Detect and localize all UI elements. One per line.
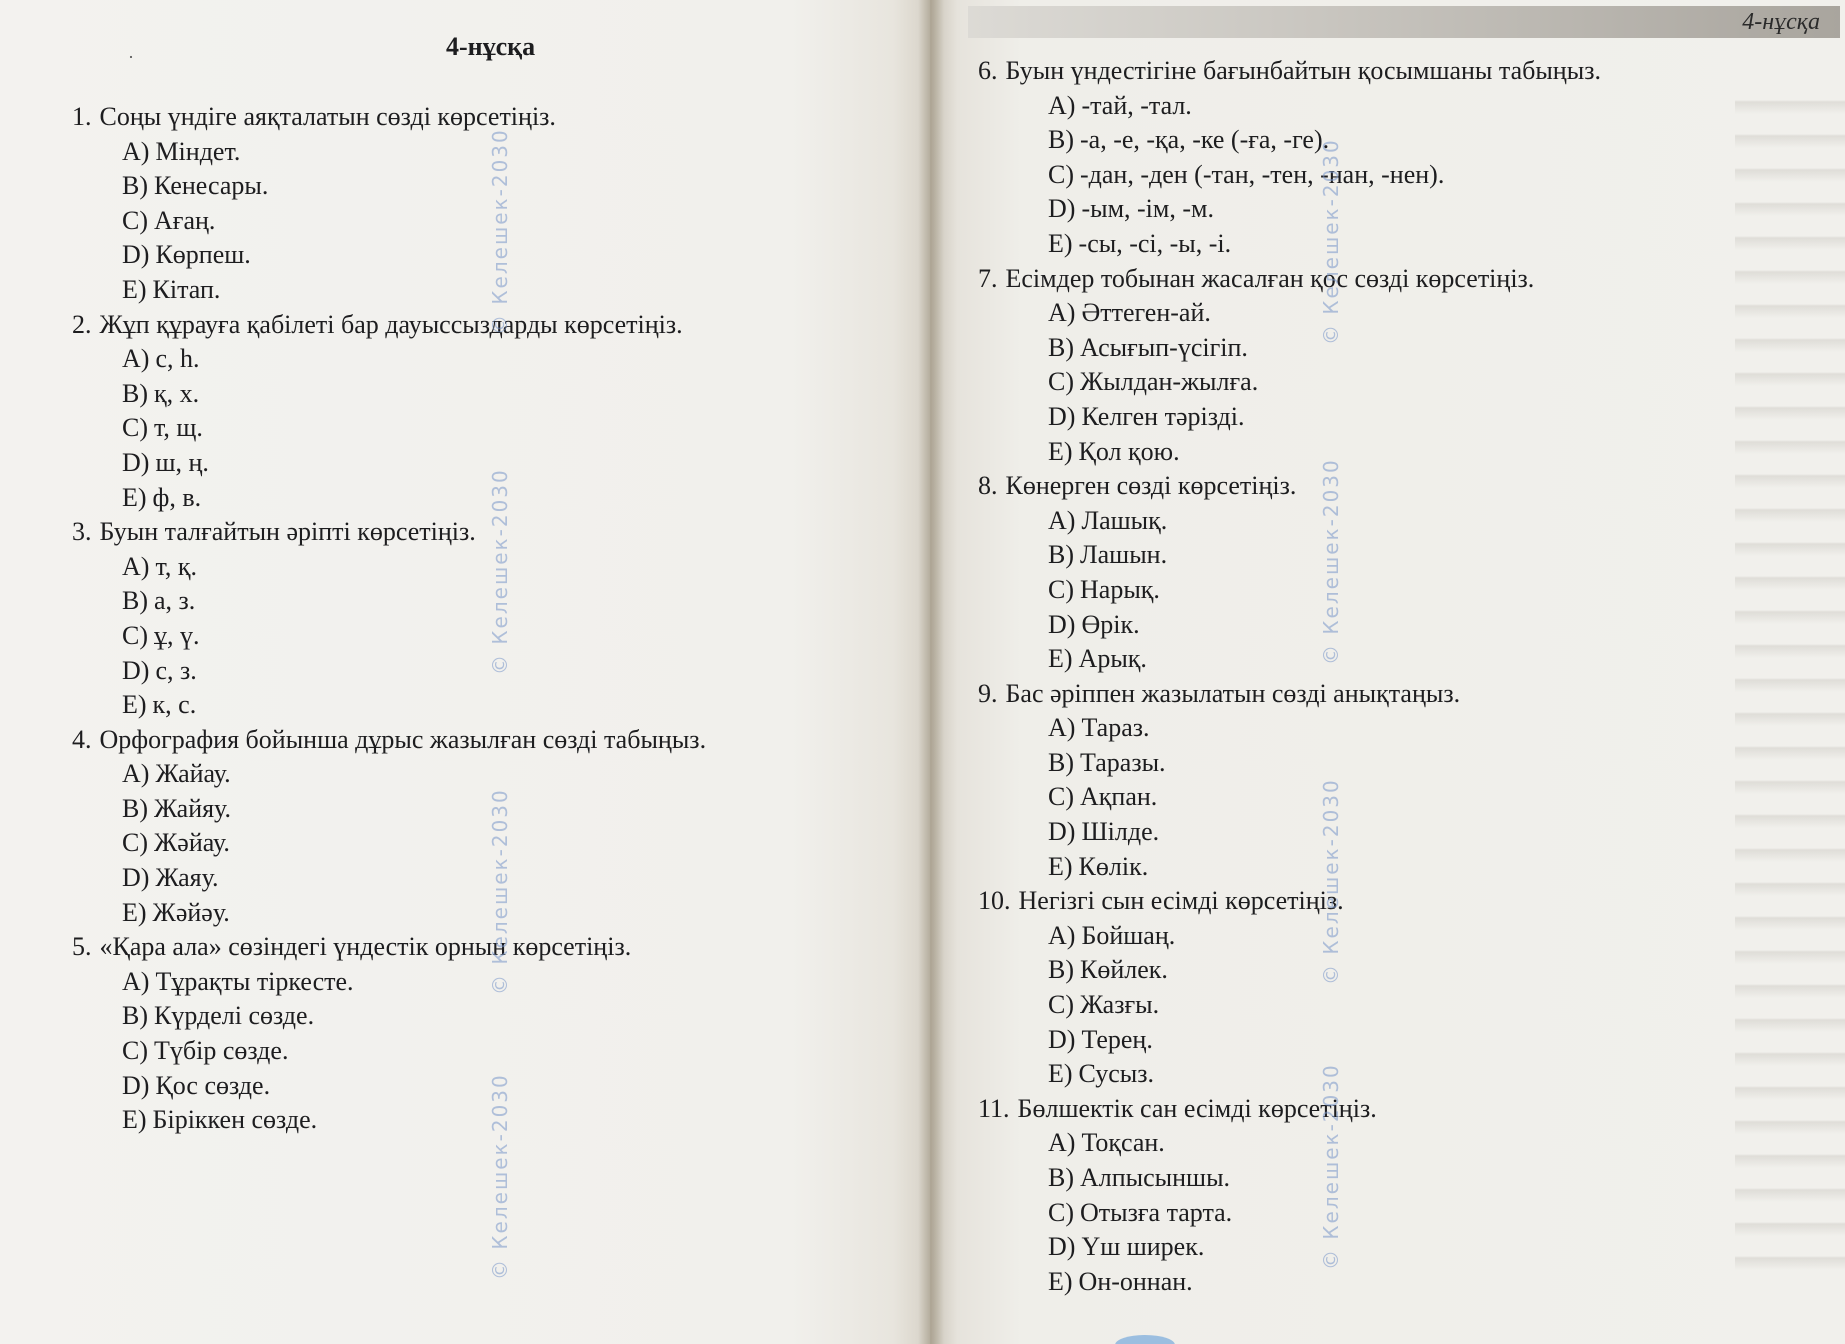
- answer-option: [122, 1103, 706, 1138]
- option-letter: A): [1048, 505, 1076, 535]
- option-text: -сы, -сі, -ы, -і.: [1078, 228, 1232, 258]
- question-block: [978, 1092, 1601, 1300]
- question-stem: [978, 677, 1601, 712]
- answer-option: [122, 238, 706, 273]
- option-letter: E): [1048, 644, 1073, 674]
- option-text: Кенесары.: [154, 171, 269, 201]
- question-text: Буын талғайтын әріпті көрсетіңіз.: [99, 517, 476, 547]
- option-letter: D): [1048, 1024, 1076, 1054]
- option-letter: D): [122, 447, 150, 477]
- answer-options: [72, 342, 706, 515]
- option-letter: A): [1048, 90, 1076, 120]
- option-letter: D): [1048, 194, 1076, 224]
- option-letter: A): [122, 966, 150, 996]
- option-letter: C): [122, 413, 148, 443]
- option-letter: C): [122, 1036, 148, 1066]
- question-block: [978, 677, 1601, 885]
- option-letter: B): [1048, 747, 1074, 777]
- option-letter: A): [1048, 713, 1076, 743]
- answer-option: [122, 826, 706, 861]
- question-block: [978, 54, 1601, 262]
- option-text: Жайау.: [155, 759, 231, 789]
- answer-option: [1048, 711, 1601, 746]
- option-letter: B): [122, 1001, 148, 1031]
- question-stem: [72, 723, 706, 758]
- watermark: © Келешек-2030: [488, 1073, 512, 1280]
- option-text: Жәйәу.: [152, 897, 230, 927]
- answer-option: [1048, 89, 1601, 124]
- answer-option: [122, 792, 706, 827]
- watermark: © Келешек-2030: [1319, 1063, 1343, 1270]
- option-text: Жазғы.: [1080, 990, 1160, 1020]
- running-header: [968, 6, 1840, 38]
- option-letter: C): [122, 205, 148, 235]
- answer-option: [122, 861, 706, 896]
- option-text: Әттеген-ай.: [1081, 298, 1211, 328]
- question-stem: [978, 54, 1601, 89]
- option-letter: E): [122, 1105, 147, 1135]
- answer-option: [1048, 365, 1601, 400]
- watermark: © Келешек-2030: [1319, 458, 1343, 665]
- answer-options: [978, 919, 1601, 1092]
- question-text: Орфография бойынша дұрыс жазылған сөзді табыңыз.: [99, 724, 707, 754]
- option-text: Лашық.: [1081, 505, 1168, 535]
- question-text: «Қара ала» сөзіндегі үндестік орнын көрсетіңіз.: [99, 932, 632, 962]
- book-gutter: [918, 0, 944, 1344]
- option-text: Көрпеш.: [155, 240, 251, 270]
- option-letter: B): [1048, 1163, 1074, 1192]
- question-text: Бөлшектік сан есімді көрсетіңіз.: [1017, 1093, 1377, 1123]
- answer-option: [1048, 988, 1601, 1023]
- option-text: Шілде.: [1081, 817, 1160, 847]
- answer-option: [122, 999, 706, 1034]
- answer-options: [72, 965, 706, 1138]
- option-letter: C): [1048, 990, 1074, 1020]
- option-letter: D): [1048, 1232, 1076, 1262]
- option-letter: B): [122, 793, 148, 823]
- option-letter: A): [122, 344, 150, 374]
- question-number: 2.: [72, 309, 92, 339]
- option-letter: E): [1048, 228, 1073, 258]
- question-number: 5.: [72, 932, 92, 962]
- option-letter: D): [1048, 817, 1076, 847]
- option-letter: E): [122, 482, 147, 512]
- question-block: [72, 930, 706, 1138]
- answer-option: [122, 446, 706, 481]
- question-block: [72, 100, 706, 308]
- option-letter: B): [122, 378, 148, 408]
- option-text: Көйлек.: [1080, 955, 1168, 985]
- question-number: 7.: [978, 263, 998, 293]
- right-question-list: [978, 54, 1601, 1299]
- question-text: Негізгі сын есімді көрсетіңіз.: [1018, 886, 1344, 916]
- question-block: [978, 884, 1601, 1092]
- option-text: Таразы.: [1080, 747, 1166, 777]
- question-text: Буын үндестігіне бағынбайтын қосымшаны табыңыз.: [1005, 56, 1601, 85]
- question-number: 8.: [978, 471, 998, 501]
- option-letter: D): [122, 1070, 150, 1100]
- option-text: Бойшаң.: [1081, 920, 1176, 950]
- answer-option: [122, 654, 706, 689]
- answer-options: [978, 296, 1601, 469]
- option-letter: D): [122, 240, 150, 270]
- answer-options: [978, 504, 1601, 677]
- stray-mark: ·: [128, 47, 134, 67]
- option-text: Міндет.: [155, 136, 241, 166]
- option-letter: E): [1048, 1266, 1073, 1296]
- question-number: 4.: [72, 724, 92, 754]
- option-text: ш, ң.: [155, 447, 209, 477]
- option-text: Алпысыншы.: [1080, 1163, 1231, 1192]
- option-text: Түбір сөзде.: [154, 1036, 289, 1066]
- question-block: [72, 308, 706, 516]
- answer-option: [122, 688, 706, 723]
- option-text: Он-оннан.: [1078, 1266, 1193, 1296]
- option-text: с, һ.: [155, 344, 200, 374]
- answer-options: [72, 135, 706, 308]
- option-letter: A): [122, 759, 150, 789]
- question-stem: [72, 100, 706, 135]
- option-letter: D): [122, 863, 150, 893]
- option-text: Тоқсан.: [1081, 1128, 1165, 1158]
- question-block: [978, 469, 1601, 677]
- option-text: Жылдан-жылға.: [1080, 367, 1259, 397]
- question-number: 1.: [72, 102, 92, 131]
- option-text: Біріккен сөзде.: [152, 1105, 318, 1135]
- left-question-list: [72, 100, 706, 1138]
- option-text: а, з.: [154, 586, 196, 616]
- option-text: Сусыз.: [1078, 1059, 1155, 1089]
- question-stem: [978, 262, 1601, 297]
- option-letter: D): [1048, 609, 1076, 639]
- answer-options: [72, 757, 706, 930]
- option-text: Отызға тарта.: [1080, 1197, 1233, 1227]
- option-letter: A): [122, 136, 150, 166]
- option-letter: C): [1048, 1197, 1074, 1227]
- option-text: Терең.: [1081, 1024, 1153, 1054]
- question-block: [978, 262, 1601, 470]
- question-stem: [72, 930, 706, 965]
- option-letter: E): [1048, 1059, 1073, 1089]
- watermark: © Келешек-2030: [488, 128, 512, 335]
- option-letter: A): [1048, 920, 1076, 950]
- question-text: Жұп құрауға қабілеті бар дауыссыздарды көрсетіңіз.: [99, 309, 683, 339]
- answer-option: [122, 377, 706, 412]
- answer-option: [122, 896, 706, 931]
- option-letter: E): [122, 274, 147, 304]
- question-stem: [978, 884, 1601, 919]
- question-text: Соңы үндіге аяқталатын сөзді көрсетіңіз.: [99, 102, 556, 131]
- option-text: Ағаң.: [154, 205, 216, 235]
- answer-options: [72, 550, 706, 723]
- option-text: Жайяу.: [154, 793, 231, 823]
- option-text: Жаяу.: [155, 863, 219, 893]
- option-letter: A): [122, 551, 150, 581]
- show-through-text: [1735, 80, 1845, 1280]
- option-letter: E): [122, 690, 147, 720]
- option-text: -ым, -ім, -м.: [1081, 194, 1214, 224]
- option-text: к, с.: [152, 690, 197, 720]
- question-stem: [978, 1092, 1601, 1127]
- option-letter: C): [122, 828, 148, 858]
- page-title: 4-нұсқа: [446, 32, 536, 61]
- option-letter: B): [122, 171, 148, 201]
- question-block: [72, 723, 706, 931]
- option-text: Кітап.: [152, 274, 221, 304]
- answer-option: [122, 1034, 706, 1069]
- option-letter: E): [1048, 851, 1073, 881]
- answer-options: [978, 1126, 1601, 1299]
- option-text: Күрделі сөзде.: [154, 1001, 315, 1031]
- question-stem: [72, 515, 706, 550]
- option-text: -а, -е, -қа, -ке (-ға, -ге).: [1080, 125, 1330, 155]
- option-text: Ақпан.: [1080, 782, 1158, 812]
- option-text: ұ, ү.: [154, 620, 200, 650]
- answer-option: [122, 273, 706, 308]
- option-letter: B): [1048, 955, 1074, 985]
- option-text: Лашын.: [1080, 540, 1168, 570]
- option-letter: C): [1048, 159, 1074, 189]
- option-letter: D): [1048, 401, 1076, 431]
- question-block: [72, 515, 706, 723]
- option-text: Қос сөзде.: [155, 1070, 271, 1100]
- answer-option: [122, 204, 706, 239]
- option-text: -дан, -ден (-тан, -тен, -нан, -нен).: [1080, 159, 1445, 189]
- option-letter: C): [122, 620, 148, 650]
- option-letter: A): [1048, 1128, 1076, 1158]
- option-text: Келген тәрізді.: [1081, 401, 1245, 431]
- answer-option: [122, 965, 706, 1000]
- question-text: Есімдер тобынан жасалған қос сөзді көрсетіңіз.: [1005, 263, 1535, 293]
- option-letter: B): [1048, 540, 1074, 570]
- answer-option: [122, 481, 706, 516]
- option-letter: D): [122, 655, 150, 685]
- watermark: © Келешек-2030: [1319, 138, 1343, 345]
- answer-option: [1048, 400, 1601, 435]
- answer-option: [122, 342, 706, 377]
- option-text: Өрік.: [1081, 609, 1140, 639]
- option-letter: B): [1048, 125, 1074, 155]
- option-text: с, з.: [155, 655, 197, 685]
- watermark: © Келешек-2030: [488, 788, 512, 995]
- option-letter: E): [1048, 436, 1073, 466]
- question-number: 10.: [978, 886, 1011, 916]
- option-text: Нарық.: [1080, 574, 1160, 604]
- option-letter: C): [1048, 782, 1074, 812]
- answer-option: [122, 757, 706, 792]
- option-text: ф, в.: [152, 482, 202, 512]
- answer-option: [122, 169, 706, 204]
- answer-option: [122, 619, 706, 654]
- watermark: © Келешек-2030: [488, 468, 512, 675]
- question-number: 9.: [978, 678, 998, 708]
- option-text: Үш ширек.: [1081, 1232, 1205, 1262]
- watermark: © Келешек-2030: [1319, 778, 1343, 985]
- answer-option: [122, 584, 706, 619]
- option-text: Асығып-үсігіп.: [1080, 332, 1248, 362]
- option-letter: B): [1048, 332, 1074, 362]
- right-page: [930, 0, 1845, 1344]
- answer-option: [1048, 1023, 1601, 1058]
- question-text: Көнерген сөзді көрсетіңіз.: [1005, 471, 1297, 501]
- answer-option: [1048, 746, 1601, 781]
- option-text: т, щ.: [154, 413, 203, 443]
- option-letter: B): [122, 586, 148, 616]
- question-number: 6.: [978, 56, 998, 85]
- answer-option: [122, 135, 706, 170]
- option-letter: A): [1048, 298, 1076, 328]
- answer-options: [978, 711, 1601, 884]
- answer-option: [122, 1069, 706, 1104]
- question-stem: [72, 308, 706, 343]
- option-text: т, қ.: [155, 551, 197, 581]
- answer-option: [122, 411, 706, 446]
- option-text: Тараз.: [1081, 713, 1150, 743]
- answer-options: [978, 89, 1601, 262]
- option-letter: C): [1048, 574, 1074, 604]
- answer-option: [122, 550, 706, 585]
- question-number: 3.: [72, 517, 92, 547]
- question-stem: [978, 469, 1601, 504]
- option-text: қ, х.: [154, 378, 200, 408]
- option-text: Арық.: [1078, 644, 1147, 674]
- question-text: Бас әріппен жазылатын сөзді анықтаңыз.: [1005, 678, 1461, 708]
- option-text: Қол қою.: [1078, 436, 1180, 466]
- option-letter: C): [1048, 367, 1074, 397]
- question-number: 11.: [978, 1093, 1010, 1123]
- option-text: Көлік.: [1078, 851, 1149, 881]
- option-text: Тұрақты тіркесте.: [155, 966, 354, 996]
- running-header-label: 4-нұсқа: [1742, 9, 1820, 35]
- option-text: Жәйау.: [154, 828, 230, 858]
- option-text: -тай, -тал.: [1081, 90, 1192, 120]
- option-letter: E): [122, 897, 147, 927]
